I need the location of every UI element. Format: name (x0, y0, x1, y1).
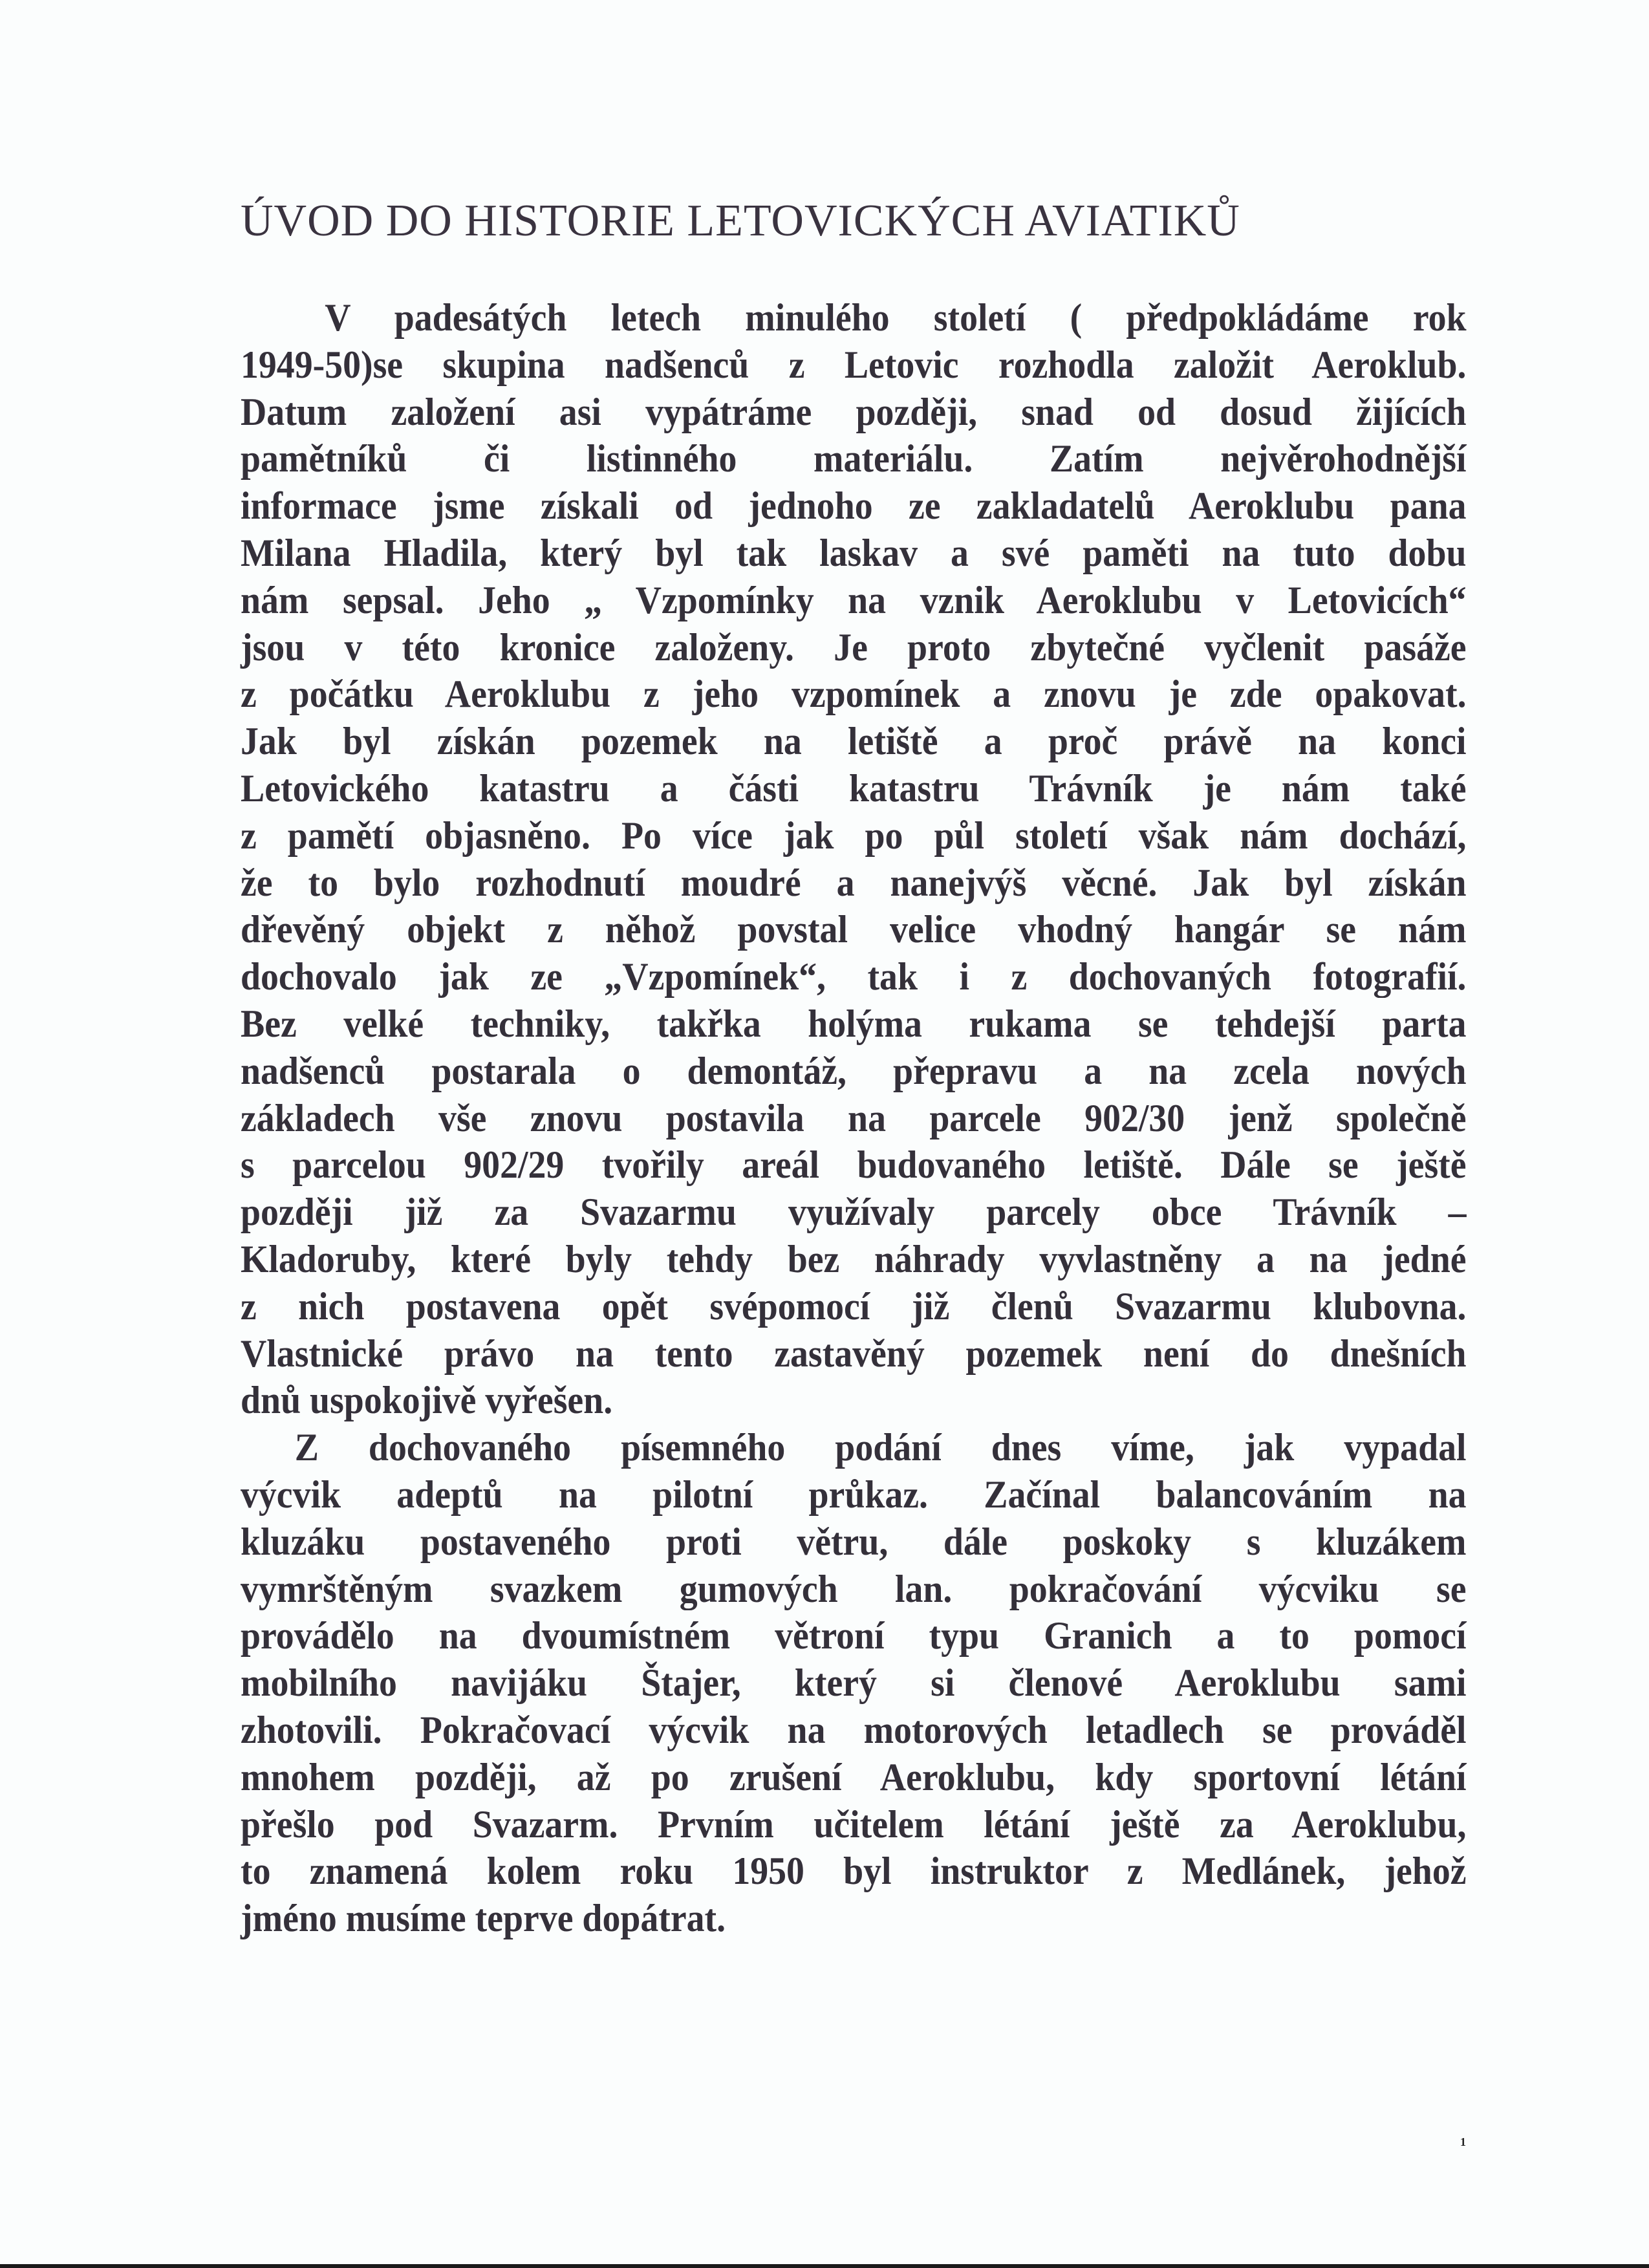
text-line: 1949-50)se skupina nadšenců z Letovic rozhodla založit Aeroklub. (241, 343, 1467, 386)
text-line: Jak byl získán pozemek na letiště a proč právě na konci (241, 720, 1467, 763)
text-line: později již za Svazarmu využívaly parcely obce Trávník – (241, 1191, 1467, 1234)
text-line: z nich postavena opět svépomocí již členů Svazarmu klubovna. (241, 1284, 1467, 1328)
paragraph-1 (241, 294, 1467, 1424)
text-line: jméno musíme teprve dopátrat. (241, 1897, 726, 1940)
text-line: dochovalo jak ze „Vzpomínek“, tak i z dochovaných fotografií. (241, 955, 1467, 999)
page-mark: 1 (1460, 2135, 1466, 2148)
text-line: Bez velké techniky, takřka holýma rukama se tehdejší parta (241, 1002, 1467, 1045)
text-line: s parcelou 902/29 tvořily areál budovaného letiště. Dále se ještě (241, 1143, 1467, 1187)
text-line: dřevěný objekt z něhož povstal velice vhodný hangár se nám (241, 908, 1467, 951)
text-line: mobilního navijáku Štajer, který si členové Aeroklubu sami (241, 1661, 1467, 1705)
text-line: V padesátých letech minulého století ( předpokládáme rok (325, 296, 1467, 339)
text-line: dnů uspokojivě vyřešen. (241, 1379, 613, 1422)
text-line: z pamětí objasněno. Po více jak po půl století však nám dochází, (241, 814, 1467, 857)
text-line: to znamená kolem roku 1950 byl instruktor z Medlánek, jehož (241, 1850, 1467, 1893)
text-line: pamětníků či listinného materiálu. Zatím nejvěrohodnější (241, 437, 1467, 481)
document-body (241, 294, 1467, 1942)
paragraph-2 (241, 1424, 1467, 1942)
document-title: ÚVOD DO HISTORIE LETOVICKÝCH AVIATIKŮ (241, 196, 1240, 246)
text-line: z počátku Aeroklubu z jeho vzpomínek a znovu je zde opakovat. (241, 673, 1467, 716)
text-line: že to bylo rozhodnutí moudré a nanejvýš věcné. Jak byl získán (241, 861, 1467, 904)
text-line: mnohem později, až po zrušení Aeroklubu, kdy sportovní létání (241, 1755, 1467, 1798)
text-line: přešlo pod Svazarm. Prvním učitelem létání ještě za Aeroklubu, (241, 1802, 1467, 1846)
text-line: provádělo na dvoumístném větroní typu Granich a to pomocí (241, 1614, 1467, 1658)
text-line: Datum založení asi vypátráme později, snad od dosud žijících (241, 390, 1467, 433)
text-line: Letovického katastru a části katastru Trávník je nám také (241, 766, 1467, 810)
text-line: výcvik adeptů na pilotní průkaz. Začínal balancováním na (241, 1473, 1467, 1516)
text-line: vymrštěným svazkem gumových lan. pokračování výcviku se (241, 1567, 1467, 1610)
text-line: kluzáku postaveného proti větru, dále poskoky s kluzákem (241, 1520, 1467, 1563)
text-line: zhotovili. Pokračovací výcvik na motorových letadlech se prováděl (241, 1708, 1467, 1751)
text-line: jsou v této kronice založeny. Je proto zbytečné vyčlenit pasáže (241, 625, 1467, 669)
text-line: nadšenců postarala o demontáž, přepravu a na zcela nových (241, 1049, 1467, 1092)
text-line: informace jsme získali od jednoho ze zakladatelů Aeroklubu pana (241, 484, 1467, 528)
scan-edge (0, 2264, 1649, 2268)
text-line: Vlastnické právo na tento zastavěný pozemek není do dnešních (241, 1332, 1467, 1375)
text-line: Milana Hladila, který byl tak laskav a své paměti na tuto dobu (241, 531, 1467, 574)
text-line: nám sepsal. Jeho „ Vzpomínky na vznik Aeroklubu v Letovicích“ (241, 578, 1467, 621)
text-line: základech vše znovu postavila na parcele 902/30 jenž společně (241, 1096, 1467, 1139)
text-line: Kladoruby, které byly tehdy bez náhrady vyvlastněny a na jedné (241, 1237, 1467, 1280)
text-line: Z dochovaného písemného podání dnes víme, jak vypadal (294, 1426, 1467, 1469)
